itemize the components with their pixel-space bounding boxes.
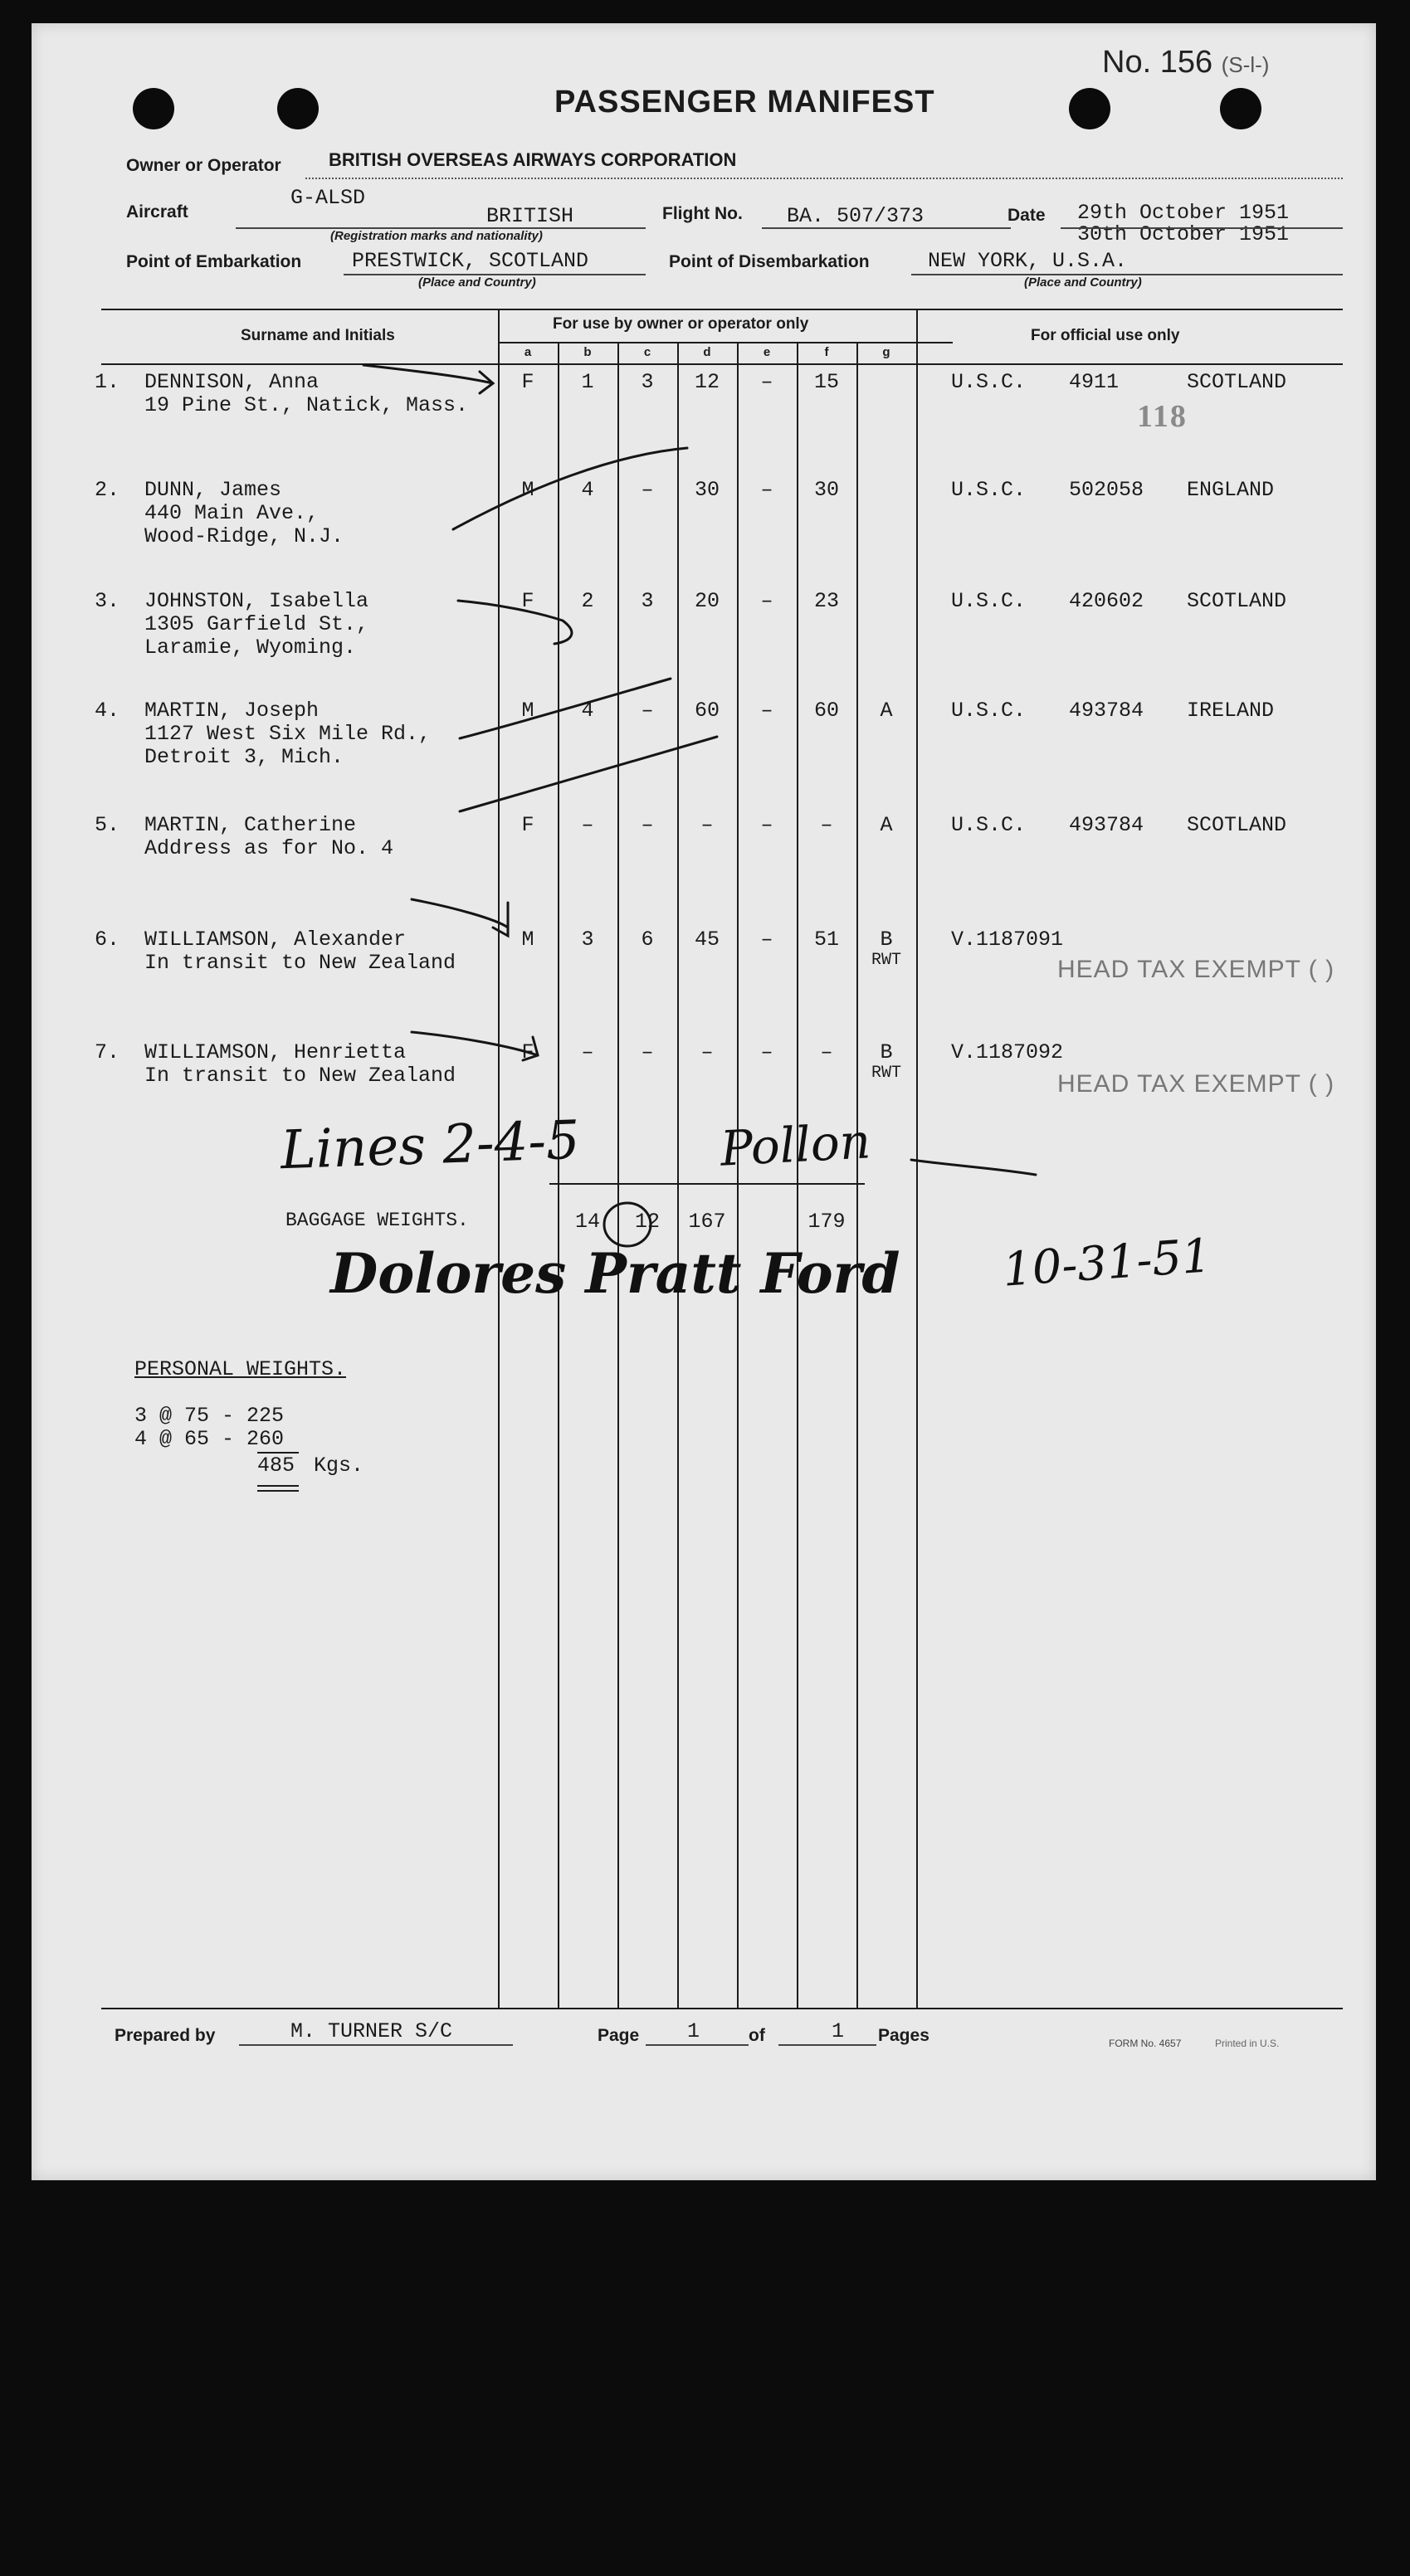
handwritten-signature: Dolores Pratt Ford [330,1241,900,1306]
cell-b: – [581,813,594,837]
official-code: V.1187092 [951,1040,1064,1064]
cell-a: F [521,1040,534,1064]
row-number: 1. [95,370,120,394]
cell-a: M [521,928,534,952]
of-value: 1 [832,2019,845,2043]
col-header-e: e [763,345,771,359]
baggage-b: 14 [574,1210,600,1234]
cell-f: – [820,1040,833,1064]
official-code: U.S.C. [951,699,1027,723]
cell-b: 3 [581,928,594,952]
cell-d: 30 [694,478,720,502]
cell-e: – [760,589,773,613]
form-number: FORM No. 4657 [1109,2038,1182,2049]
stamp-118: 118 [1137,399,1188,434]
cell-b: 1 [581,370,594,394]
baggage-c: 12 [634,1210,660,1234]
head-tax-stamp: HEAD TAX EXEMPT ( ) [1057,1070,1335,1098]
official-number: 502058 [1069,478,1144,502]
pen-circle [604,1203,651,1246]
cell-e: – [760,478,773,502]
surname-header: Surname and Initials [241,327,395,344]
passenger-name: MARTIN, Catherine [144,813,357,837]
passenger-name: JOHNSTON, Isabella [144,589,369,613]
cell-c: – [641,478,654,502]
embarkation-label: Point of Embarkation [126,252,302,271]
disembarkation-label: Point of Disembarkation [669,252,870,271]
col-header-d: d [703,345,711,359]
cell-b: 2 [581,589,594,613]
baggage-label: BAGGAGE WEIGHTS. [285,1210,469,1231]
disembarkation-note: (Place and Country) [1024,275,1142,290]
official-code: U.S.C. [951,478,1027,502]
cell-b: – [581,1040,594,1064]
passenger-address-line1: 1127 West Six Mile Rd., [144,722,432,746]
passenger-name: DENNISON, Anna [144,370,320,394]
official-number: 493784 [1069,699,1144,723]
cell-d: 60 [694,699,720,723]
official-country: SCOTLAND [1187,813,1287,837]
cell-g: B [880,928,893,952]
pen-arrow [412,899,508,936]
official-use-header: For official use only [1031,327,1180,344]
cell-f: 60 [813,699,839,723]
col-header-a: a [524,345,532,359]
owner-label: Owner or Operator [126,156,281,175]
col-header-f: f [824,345,829,359]
official-code: V.1187091 [951,928,1064,952]
personal-weights-unit: Kgs. [314,1454,364,1478]
cell-a: F [521,370,534,394]
head-tax-stamp: HEAD TAX EXEMPT ( ) [1057,956,1335,983]
cell-c: – [641,699,654,723]
cell-f: 51 [813,928,839,952]
aircraft-value: G-ALSD [290,186,366,210]
pen-slash [453,448,687,529]
official-country: SCOTLAND [1187,370,1287,394]
pen-arrow [412,1032,538,1060]
manifest-number-suffix: (S-l-) [1221,52,1270,77]
date-value-2: 30th October 1951 [1077,222,1290,246]
passenger-address-line2: Laramie, Wyoming. [144,635,357,660]
owner-use-header: For use by owner or operator only [553,315,809,333]
cell-d: 20 [694,589,720,613]
cell-g-sub: RWT [871,1064,901,1083]
embarkation-value: PRESTWICK, SCOTLAND [352,249,589,273]
pen-slash [460,737,717,811]
passenger-address-line1: Address as for No. 4 [144,836,394,860]
cell-a: F [521,813,534,837]
row-number: 3. [95,589,120,613]
personal-weights-total: 485 [257,1454,295,1478]
passenger-address-line1: 1305 Garfield St., [144,612,369,636]
cell-g: B [880,1040,893,1064]
cell-d: – [700,1040,714,1064]
handwritten-lines-note: Lines 2-4-5 [279,1109,581,1182]
cell-g: A [880,813,893,837]
passenger-address-line1: 440 Main Ave., [144,501,320,525]
cell-d: 12 [694,370,720,394]
pages-label: Pages [878,2026,929,2045]
official-code: U.S.C. [951,813,1027,837]
col-header-b: b [583,345,592,359]
row-number: 4. [95,699,120,723]
official-number: 493784 [1069,813,1144,837]
cell-c: 3 [641,589,654,613]
handwritten-initials: Pollon [719,1113,872,1177]
official-code: U.S.C. [951,589,1027,613]
prepared-by-value: M. TURNER S/C [290,2019,453,2043]
cell-f: 30 [813,478,839,502]
personal-weights-line2: 4 @ 65 - 260 [134,1427,285,1451]
cell-d: 45 [694,928,720,952]
flight-value: BA. 507/373 [787,204,925,228]
passenger-name: MARTIN, Joseph [144,699,320,723]
cell-e: – [760,1040,773,1064]
official-country: SCOTLAND [1187,589,1287,613]
manifest-number: No. 156 [1102,45,1213,80]
passenger-name: WILLIAMSON, Henrietta [144,1040,407,1064]
cell-c: – [641,1040,654,1064]
pen-arrow [458,601,572,644]
pen-loop [911,1160,1036,1175]
cell-a: M [521,699,534,723]
page-label: Page [598,2026,640,2045]
official-country: ENGLAND [1187,478,1275,502]
of-label: of [749,2026,765,2045]
official-country: IRELAND [1187,699,1275,723]
personal-weights-line1: 3 @ 75 - 225 [134,1404,285,1428]
handwritten-date: 10-31-51 [1001,1229,1213,1298]
cell-f: 15 [813,370,839,394]
passenger-name: WILLIAMSON, Alexander [144,928,407,952]
cell-c: 6 [641,928,654,952]
cell-a: F [521,589,534,613]
printed-in: Printed in U.S. [1215,2038,1280,2049]
cell-f: 23 [813,589,839,613]
passenger-name: DUNN, James [144,478,282,502]
cell-g-sub: RWT [871,951,901,970]
page-title: PASSENGER MANIFEST [554,85,935,119]
cell-f: – [820,813,833,837]
prepared-by-label: Prepared by [115,2026,216,2045]
page-value: 1 [687,2019,700,2043]
passenger-address-line1: In transit to New Zealand [144,1064,456,1088]
cell-e: – [760,370,773,394]
row-number: 5. [95,813,120,837]
passenger-address-line2: Detroit 3, Mich. [144,745,344,769]
cell-a: M [521,478,534,502]
row-number: 6. [95,928,120,952]
date-label: Date [1007,206,1046,225]
cell-b: 4 [581,478,594,502]
cell-g: A [880,699,893,723]
official-code: U.S.C. [951,370,1027,394]
pen-strokes [32,23,1376,2180]
official-number: 4911 [1069,370,1120,394]
baggage-d: 167 [688,1210,726,1234]
cell-e: – [760,699,773,723]
cell-e: – [760,813,773,837]
col-header-c: c [643,345,651,359]
pen-arrow [363,365,493,393]
cell-e: – [760,928,773,952]
cell-c: – [641,813,654,837]
baggage-f: 179 [807,1210,846,1234]
row-number: 2. [95,478,120,502]
registration-note: (Registration marks and nationality) [330,229,543,243]
personal-weights-title: PERSONAL WEIGHTS. [134,1357,347,1381]
passenger-address-line1: In transit to New Zealand [144,951,456,975]
pen-slash [460,679,671,738]
cell-c: 3 [641,370,654,394]
nationality-value: BRITISH [486,204,574,228]
cell-d: – [700,813,714,837]
embarkation-note: (Place and Country) [418,275,536,290]
disembarkation-value: NEW YORK, U.S.A. [928,249,1128,273]
manifest-page [32,23,1376,2180]
flight-label: Flight No. [662,204,743,223]
col-header-g: g [882,345,890,359]
cell-b: 4 [581,699,594,723]
owner-value: BRITISH OVERSEAS AIRWAYS CORPORATION [329,149,737,170]
aircraft-label: Aircraft [126,202,188,222]
passenger-address-line1: 19 Pine St., Natick, Mass. [144,393,469,417]
passenger-address-line2: Wood-Ridge, N.J. [144,524,344,548]
row-number: 7. [95,1040,120,1064]
official-number: 420602 [1069,589,1144,613]
date-value-1: 29th October 1951 [1077,201,1290,225]
